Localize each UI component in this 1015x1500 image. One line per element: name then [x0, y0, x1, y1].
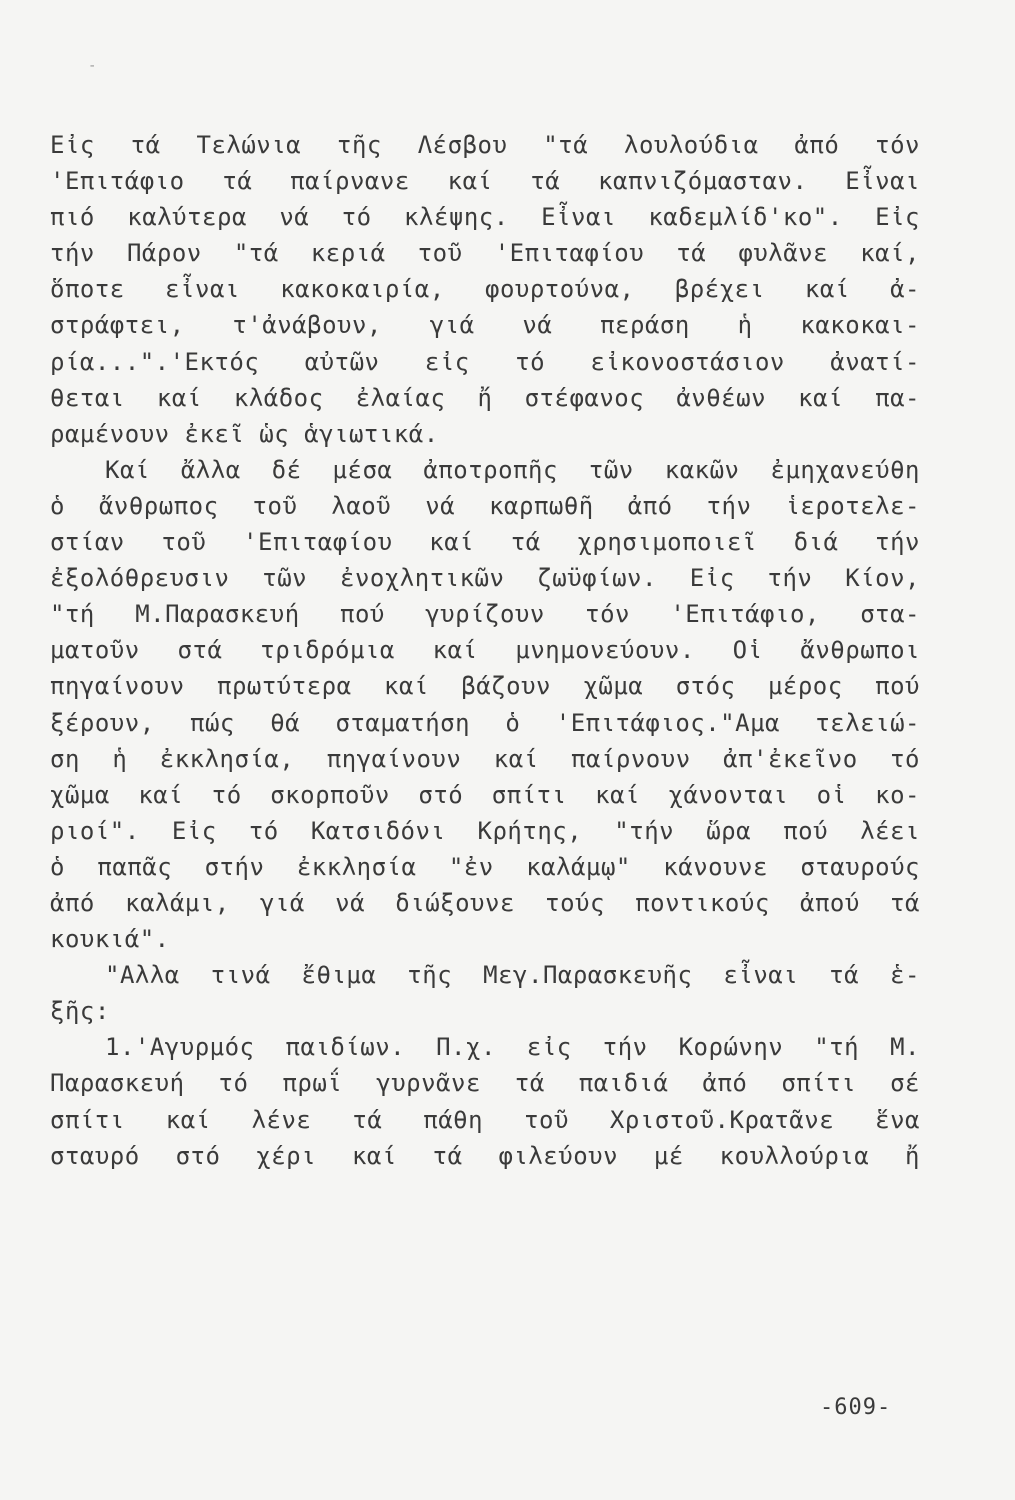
text-line-15: ματοῦν στά τριδρόμια καί μνημονεύουν. Οἱ ἄνθρωποι	[50, 636, 920, 665]
text-line-11: ὁ ἄνθρωπος τοῦ λαοῦ νά καρπωθῆ ἀπό τήν ἱεροτελε-	[50, 491, 920, 520]
text-line-20: ριοί". Εἰς τό Κατσιδόνι Κρήτης, "τήν ὥρα πού λέει	[50, 816, 920, 845]
text-line-4: τήν Πάρον "τά κεριά τοῦ 'Επιταφίου τά φυλᾶνε καί,	[50, 239, 920, 268]
text-line-21: ὁ παπᾶς στήν ἐκκλησία "ἐν καλάμῳ" κάνουνε σταυρούς	[50, 852, 920, 881]
text-line-14: "τή Μ.Παρασκευή πού γυρίζουν τόν 'Επιτάφιο, στα-	[50, 600, 920, 629]
text-line-17: ξέρουν, πώς θά σταματήση ὁ 'Επιτάφιος."Αμα τελειώ-	[50, 708, 920, 737]
text-line-23: κουκιά".	[50, 925, 170, 954]
text-line-7: ρία...".'Εκτός αὐτῶν εἰς τό εἰκονοστάσιον ἀνατί-	[50, 347, 920, 376]
text-line-26: 1.'Αγυρμός παιδίων. Π.χ. εἰς τήν Κορώνην "τή Μ.	[105, 1033, 920, 1062]
text-line-19: χῶμα καί τό σκορποῦν στό σπίτι καί χάνονται οἱ κο-	[50, 780, 920, 809]
text-line-25: ξῆς:	[50, 997, 110, 1026]
text-line-13: ἐξολόθρευσιν τῶν ἐνοχλητικῶν ζωϋφίων. Εἰς τήν Κίον,	[50, 564, 920, 593]
text-line-2: 'Επιτάφιο τά παίρνανε καί τά καπνιζόμασταν. Εἶναι	[50, 167, 920, 196]
page-number: -609-	[820, 1395, 892, 1420]
body-text	[50, 127, 920, 1174]
text-line-27: Παρασκευή τό πρωΐ γυρνᾶνε τά παιδιά ἀπό σπίτι σέ	[50, 1069, 920, 1098]
text-line-16: πηγαίνουν πρωτύτερα καί βάζουν χῶμα στός μέρος πού	[50, 672, 920, 701]
text-line-22: ἀπό καλάμι, γιά νά διώξουνε τούς ποντικούς ἀπού τά	[50, 888, 920, 917]
text-line-5: ὅποτε εἶναι κακοκαιρία, φουρτούνα, βρέχει καί ἀ-	[50, 275, 920, 304]
text-line-18: ση ἡ ἐκκλησία, πηγαίνουν καί παίρνουν ἀπ'ἐκεῖνο τό	[50, 744, 920, 773]
text-line-29: σταυρό στό χέρι καί τά φιλεύουν μέ κουλλούρια ἤ	[50, 1141, 920, 1170]
text-line-12: στίαν τοῦ 'Επιταφίου καί τά χρησιμοποιεῖ διά τήν	[50, 528, 920, 557]
text-line-24: "Αλλα τινά ἔθιμα τῆς Μεγ.Παρασκευῆς εἶναι τά ἑ-	[105, 961, 920, 990]
text-line-9: ραμένουν ἐκεῖ ὡς ἁγιωτικά.	[50, 419, 439, 448]
text-line-6: στράφτει, τ'ἀνάβουν, γιά νά περάση ἡ κακοκαι-	[50, 311, 920, 340]
text-line-28: σπίτι καί λένε τά πάθη τοῦ Χριστοῦ.Κρατᾶνε ἕνα	[50, 1105, 920, 1134]
text-line-1: Εἰς τά Τελώνια τῆς Λέσβου "τά λουλούδια ἀπό τόν	[50, 131, 920, 159]
text-line-3: πιό καλύτερα νά τό κλέψης. Εἶναι καδεμλίδ'κο". Εἰς	[50, 203, 920, 232]
text-line-8: θεται καί κλάδος ἐλαίας ἤ στέφανος ἀνθέων καί πα-	[50, 383, 920, 412]
text-line-10: Καί ἄλλα δέ μέσα ἀποτροπῆς τῶν κακῶν ἐμηχανεύθη	[105, 455, 920, 484]
margin-mark: -	[88, 58, 97, 74]
